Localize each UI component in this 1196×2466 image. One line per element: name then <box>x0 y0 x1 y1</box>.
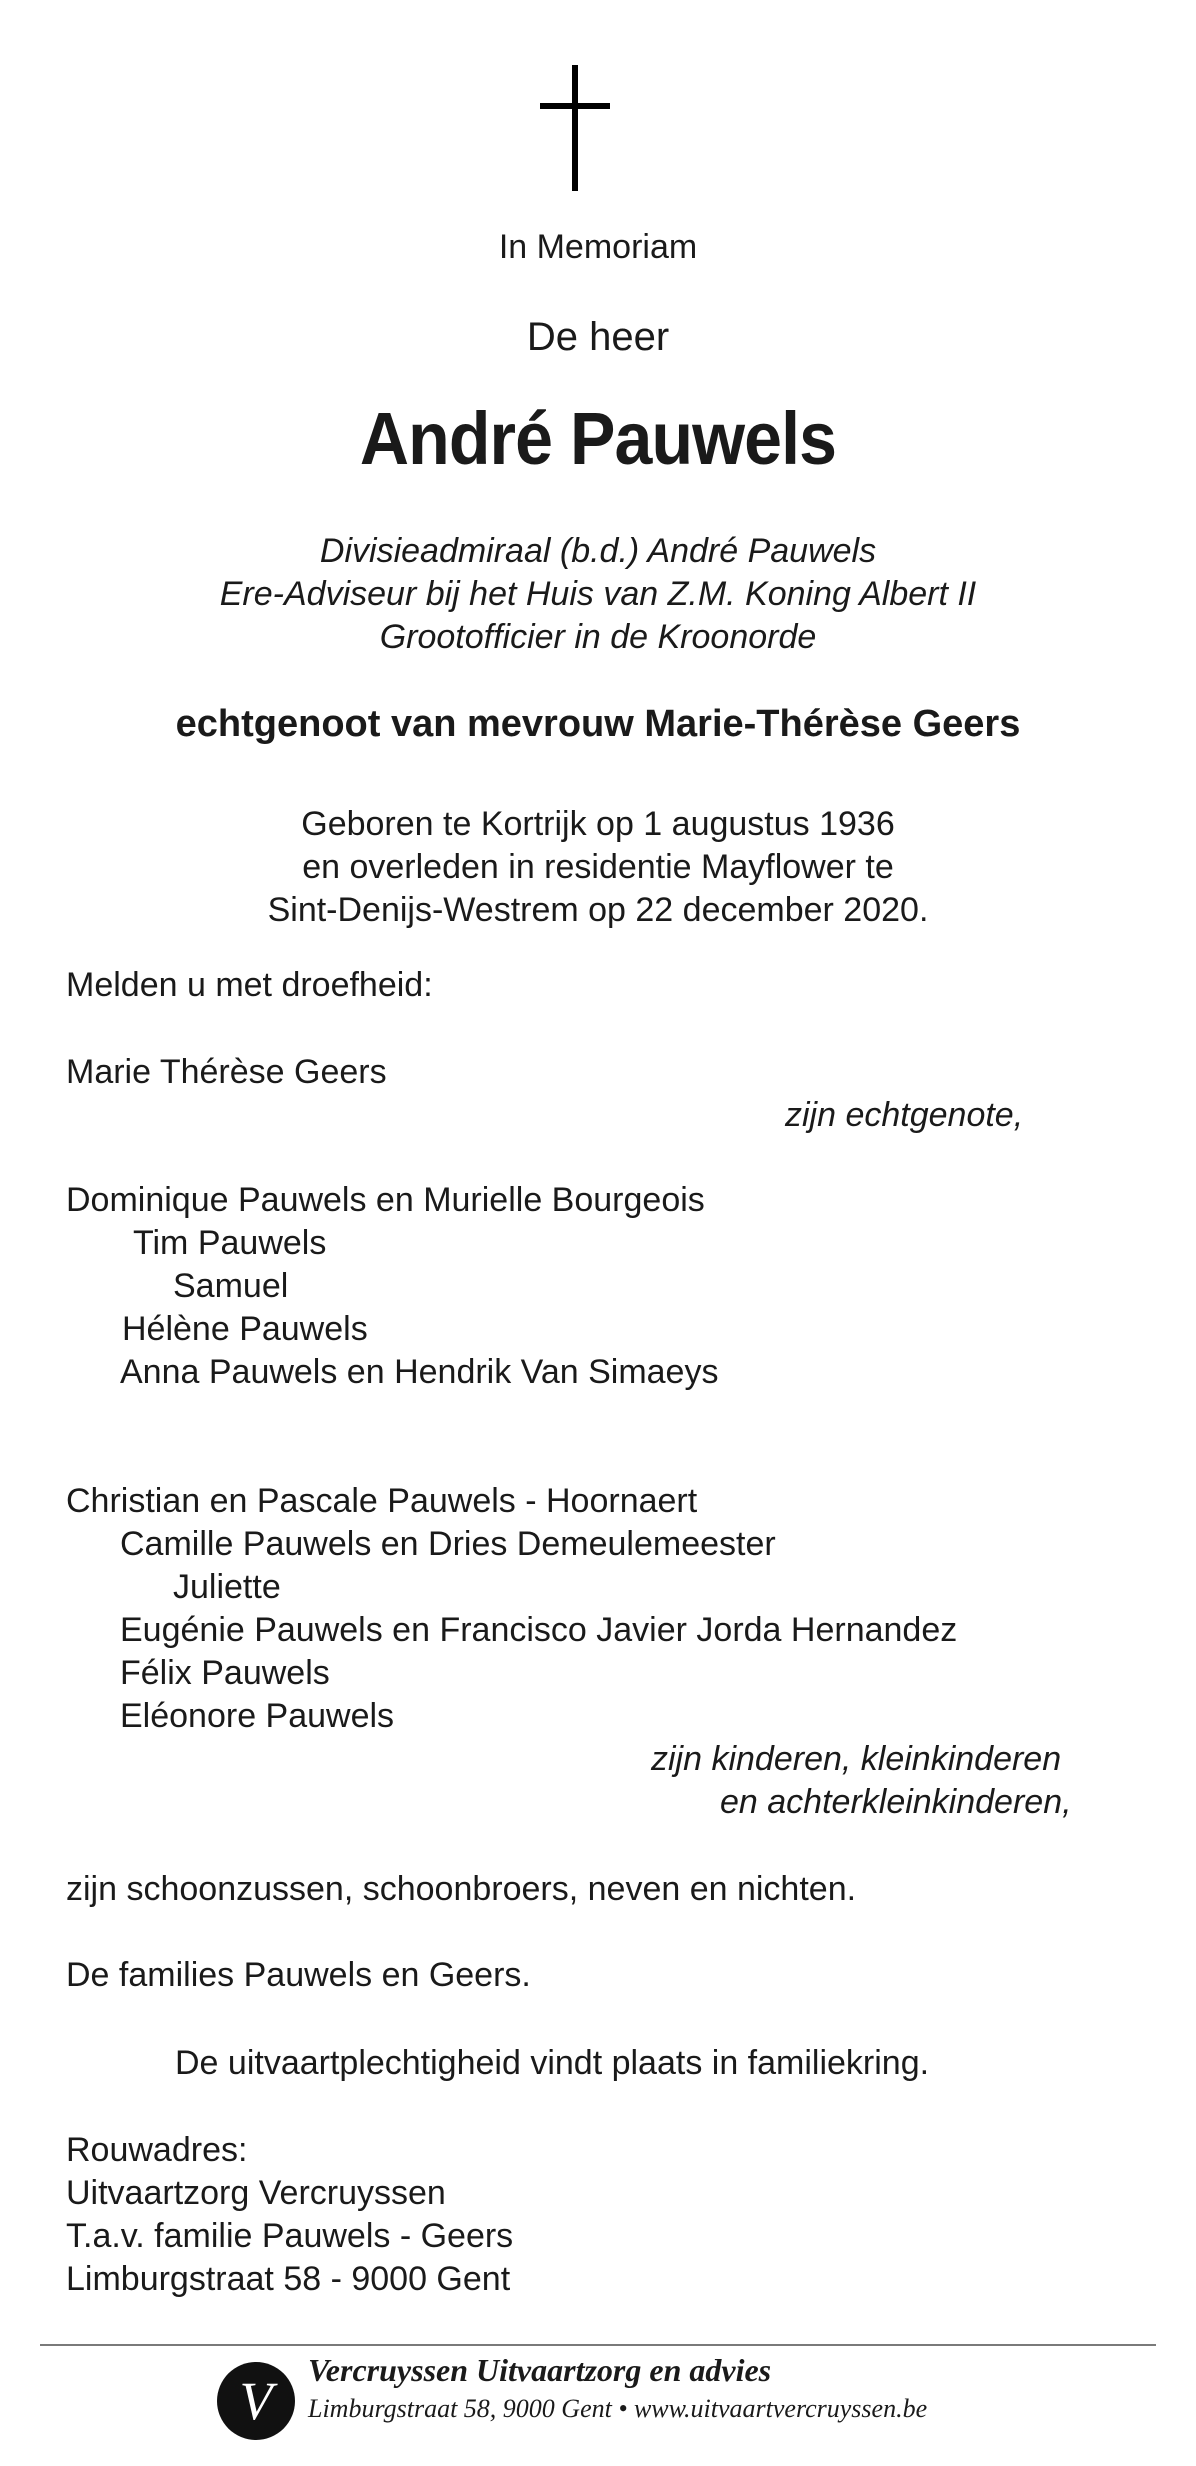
spouse-name: Marie Thérèse Geers <box>66 1053 387 1091</box>
address-line: Limburgstraat 58 - 9000 Gent <box>66 2260 511 2298</box>
address-line: T.a.v. familie Pauwels - Geers <box>66 2217 514 2255</box>
in-memoriam-label: In Memoriam <box>498 228 698 266</box>
address-label: Rouwadres: <box>66 2131 248 2169</box>
funeral-home-contact: Limburgstraat 58, 9000 Gent • www.uitvaartvercruyssen.be <box>308 2394 928 2423</box>
birth-death-block <box>0 803 1196 932</box>
family-member: Dominique Pauwels en Murielle Bourgeois <box>66 1181 705 1219</box>
spouse-line: echtgenoot van mevrouw Marie-Thérèse Geers <box>175 703 1021 745</box>
family-member: Anna Pauwels en Hendrik Van Simaeys <box>120 1353 719 1391</box>
family-member: Camille Pauwels en Dries Demeulemeester <box>120 1525 776 1563</box>
birth-death-line: en overleden in residentie Mayflower te <box>302 848 894 886</box>
family-member: Félix Pauwels <box>120 1654 330 1692</box>
logo-letter: V <box>239 2371 273 2431</box>
children-relation: en achterkleinkinderen, <box>720 1783 1072 1821</box>
family-member: Tim Pauwels <box>133 1224 327 1262</box>
family-member: Juliette <box>173 1568 281 1606</box>
honorific: De heer <box>526 315 670 359</box>
funeral-notice: De uitvaartplechtigheid vindt plaats in familiekring. <box>175 2044 930 2082</box>
address-line: Uitvaartzorg Vercruyssen <box>66 2174 446 2212</box>
in-laws-line: zijn schoonzussen, schoonbroers, neven en nichten. <box>66 1870 857 1908</box>
birth-death-line: Sint-Denijs-Westrem op 22 december 2020. <box>267 891 929 929</box>
family-member: Christian en Pascale Pauwels - Hoornaert <box>66 1482 698 1520</box>
children-relation: zijn kinderen, kleinkinderen <box>651 1740 1062 1778</box>
title-line: Divisieadmiraal (b.d.) André Pauwels <box>319 532 877 570</box>
cross-icon <box>540 65 610 191</box>
mourners-intro: Melden u met droefheid: <box>66 966 433 1004</box>
vercruyssen-logo-icon <box>216 2361 296 2441</box>
family-member: Eugénie Pauwels en Francisco Javier Jorda Hernandez <box>120 1611 958 1649</box>
family-member: Eléonore Pauwels <box>120 1697 395 1735</box>
birth-death-line: Geboren te Kortrijk op 1 augustus 1936 <box>301 805 895 843</box>
deceased-name: André Pauwels <box>359 397 837 480</box>
funeral-home-name: Vercruyssen Uitvaartzorg en advies <box>308 2352 772 2388</box>
title-line: Grootofficier in de Kroonorde <box>379 618 817 656</box>
families-line: De families Pauwels en Geers. <box>66 1956 531 1994</box>
title-line: Ere-Adviseur bij het Huis van Z.M. Koning Albert II <box>219 575 977 613</box>
spouse-relation: zijn echtgenote, <box>785 1096 1024 1134</box>
family-member: Samuel <box>173 1267 289 1305</box>
honorary-titles <box>0 530 1196 659</box>
footer-divider <box>40 2344 1156 2346</box>
family-member: Hélène Pauwels <box>122 1310 368 1348</box>
